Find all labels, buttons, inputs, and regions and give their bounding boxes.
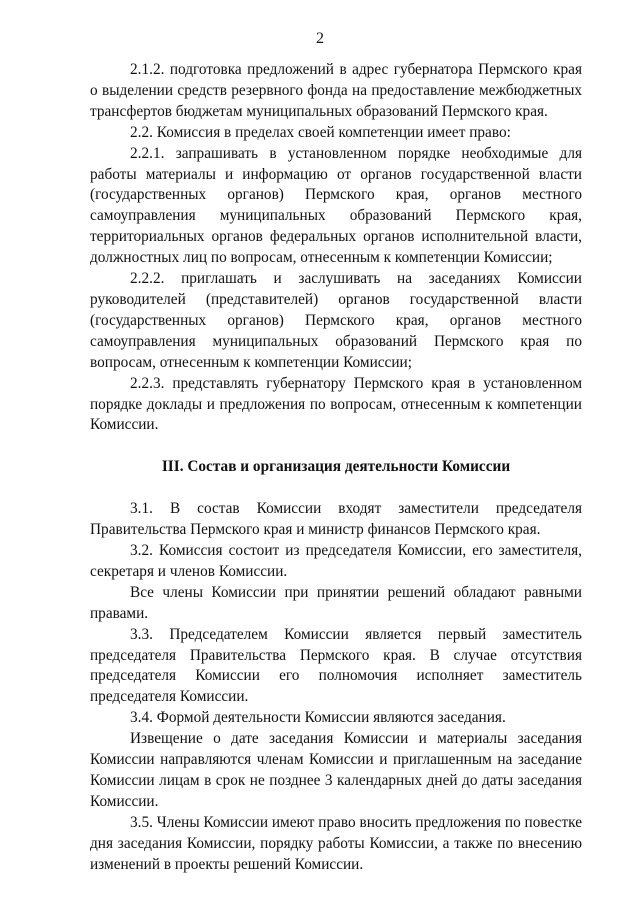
paragraph-3-3: 3.3. Председателем Комиссии является первый заместитель председателя Правительства Пермского края. В случае отсутствия председателя Комиссии его полномочия исполняет заместитель председателя Комиссии.	[90, 625, 582, 706]
paragraph-2-1-2: 2.1.2. подготовка предложений в адрес губернатора Пермского края о выделении средств резервного фонда на предоставление межбюджетных трансфертов бюджетам муниципальных образований Пермского края.	[90, 61, 582, 120]
paragraph-3-4: 3.4. Формой деятельности Комиссии являются заседания.	[130, 709, 506, 727]
document-body	[90, 60, 582, 876]
paragraph-2-2-2: 2.2.2. приглашать и заслушивать на заседаниях Комиссии руководителей (представителей) органов государственной власти (государственных органов) Пермского края, органов местного самоуправления муниципальных образований Пермского края по вопросам, отнесенным к компетенции Комиссии;	[90, 270, 582, 371]
paragraph-3-2-equal-rights: Все члены Комиссии при принятии решений обладают равными правами.	[90, 583, 582, 622]
paragraph-2-2: 2.2. Комиссия в пределах своей компетенции имеет право:	[130, 123, 511, 141]
paragraph-3-4-notice: Извещение о дате заседания Комиссии и материалы заседания Комиссии направляются членам Комиссии и приглашенным на заседание Комиссии лицам в срок не позднее 3 календарных дней до даты заседания Комиссии.	[90, 730, 582, 810]
paragraph-2-2-1: 2.2.1. запрашивать в установленном порядке необходимые для работы материалы и информацию от органов государственной власти (государственных органов) Пермского края, органов местного самоуправления муниципальных образований Пермского края, территориальных органов федеральных органов исполнительной власти, должностных лиц по вопросам, отнесенным к компетенции Комиссии;	[90, 144, 582, 267]
paragraph-3-1: 3.1. В состав Комиссии входят заместители председателя Правительства Пермского края и министр финансов Пермского края.	[90, 500, 582, 539]
paragraph-2-2-3: 2.2.3. представлять губернатору Пермского края в установленном порядке доклады и предложения по вопросам, отнесенным к компетенции Комиссии.	[90, 374, 582, 434]
paragraph-3-2: 3.2. Комиссия состоит из председателя Комиссии, его заместителя, секретаря и членов Комиссии.	[90, 542, 582, 580]
paragraph-3-5: 3.5. Члены Комиссии имеют право вносить предложения по повестке дня заседания Комиссии, порядку работы Комиссии, а также по внесению изменений в проекты решений Комиссии.	[90, 813, 582, 873]
page-number: 2	[316, 30, 324, 47]
section-heading: III. Состав и организация деятельности Комиссии	[161, 458, 511, 476]
